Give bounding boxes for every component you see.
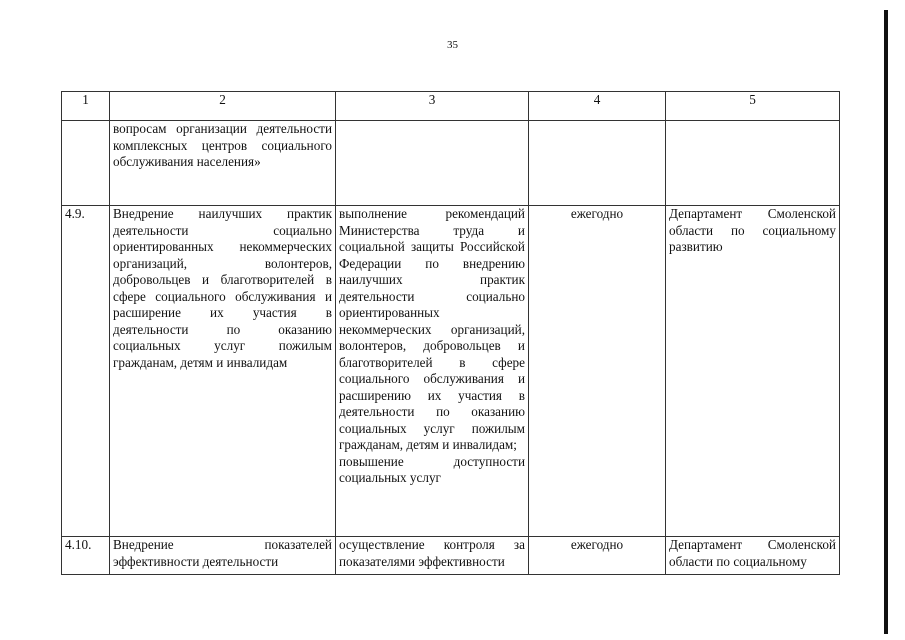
content-cell [336, 537, 529, 575]
table-row-4-9 [62, 206, 840, 537]
content-cell [336, 121, 529, 206]
header-col-2: 2 [110, 92, 336, 121]
responsible-text: Департамент Смоленской области по социальному [669, 537, 836, 569]
header-col-4: 4 [529, 92, 666, 121]
content-cell [336, 206, 529, 537]
content-text: осуществление контроля за показателями эффективности [339, 537, 525, 569]
deadline-cell: ежегодно [529, 206, 666, 537]
table-row-continuation [62, 121, 840, 206]
responsible-cell [666, 537, 840, 575]
measure-cell [110, 537, 336, 575]
page-number: 35 [447, 39, 458, 51]
responsible-cell [666, 121, 840, 206]
responsible-cell: Департамент Смоленской области по социальному развитию [666, 206, 840, 537]
deadline-cell [529, 121, 666, 206]
header-col-3: 3 [336, 92, 529, 121]
header-col-1: 1 [62, 92, 110, 121]
measure-text: Внедрение показателей эффективности деятельности [113, 537, 332, 569]
row-number-cell [62, 121, 110, 206]
measure-cell: Внедрение наилучших практик деятельности социально ориентированных некоммерческих организаций, волонтеров, добровольцев и благотворителей в сфере социального обслуживания и расширение их участия в деятельности по оказанию социальных услуг пожилым гражданам, детям и инвалидам [110, 206, 336, 537]
content-paragraph: повышение доступности социальных услуг [339, 453, 525, 485]
content-paragraph: выполнение рекомендаций Министерства труда и социальной защиты Российской Федерации по внедрению наилучших практик деятельности социально ориентированных некоммерческих организаций, волонтеров, добровольцев и благотворителей в сфере социального обслуживания и расширению их участия в деятельности по оказанию социальных услуг пожилым гражданам, детям и инвалидам; [339, 206, 525, 452]
row-number-cell: 4.10. [62, 537, 110, 575]
measure-cell: вопросам организации деятельности комплексных центров социального обслуживания населения» [110, 121, 336, 206]
measures-table [61, 91, 840, 575]
scan-edge-bar [884, 10, 888, 634]
table-row-4-10 [62, 537, 840, 575]
header-col-5: 5 [666, 92, 840, 121]
deadline-cell: ежегодно [529, 537, 666, 575]
row-number-cell: 4.9. [62, 206, 110, 537]
table-header-row [62, 92, 840, 121]
